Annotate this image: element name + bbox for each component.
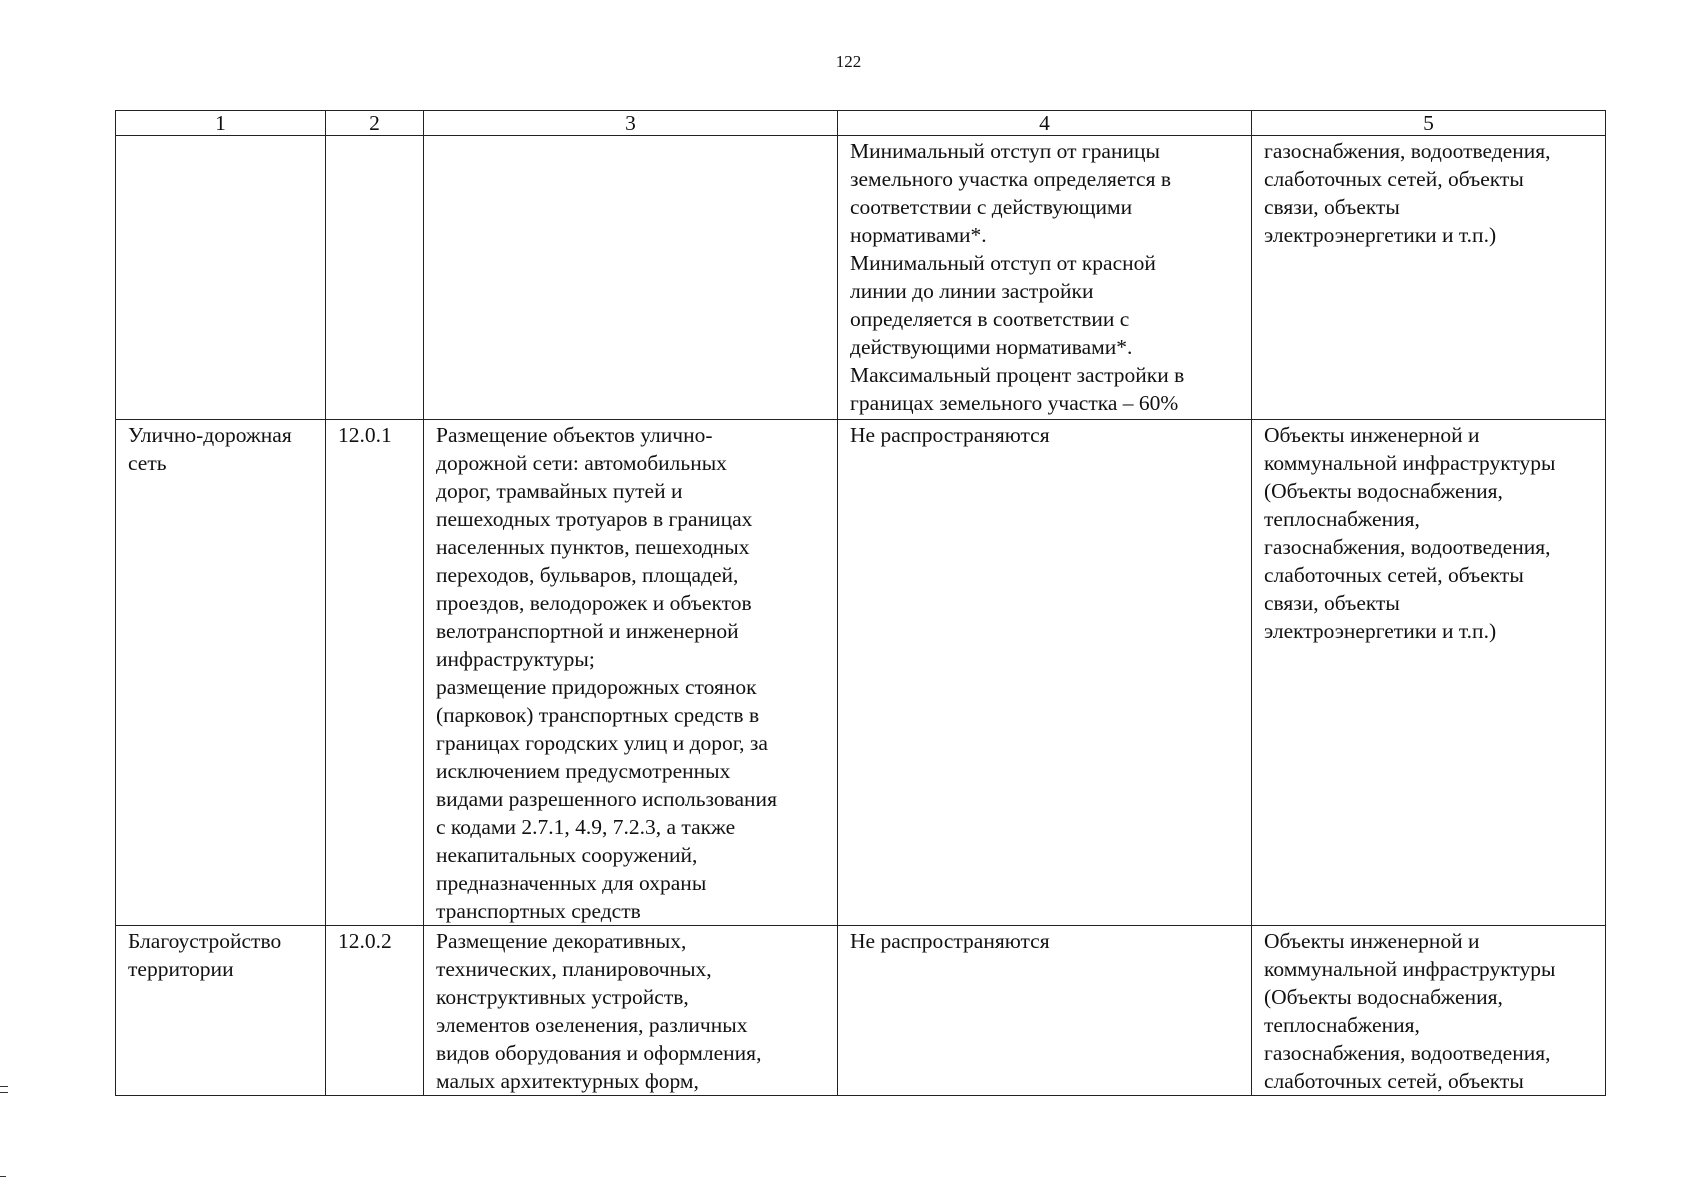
code-text: 12.0.2 xyxy=(338,929,392,953)
column-header-5: 5 xyxy=(1252,111,1606,136)
table-row xyxy=(116,420,1606,926)
margin-mark xyxy=(0,1092,8,1093)
margin-mark xyxy=(0,1086,8,1087)
name-cell xyxy=(116,926,326,1096)
header-row xyxy=(116,111,1606,136)
parameters-text: Минимальный отступ от границы земельного участка определяется в соответствии с действующими нормативами*. Минимальный отступ от красной линии до линии застройки определяется в соответствии с действующими нормативами*. Максимальный процент застройки в границах земельного участка – 60% xyxy=(850,139,1185,415)
description-cell xyxy=(424,926,838,1096)
auxiliary-cell xyxy=(1252,420,1606,926)
description-text: Размещение объектов улично- дорожной сети: автомобильных дорог, трамвайных путей и пешеходных тротуаров в границах населенных пунктов, пешеходных переходов, бульваров, площадей, проездов, велодорожек и объектов велотранспортной и инженерной инфраструктуры; размещение придорожных стоянок (парковок) транспортных средств в границах городских улиц и дорог, за исключением предусмотренных видами разрешенного использования с кодами 2.7.1, 4.9, 7.2.3, а также некапитальных сооружений, предназначенных для охраны транспортных средств xyxy=(436,423,777,923)
code-cell xyxy=(326,420,424,926)
column-header-3: 3 xyxy=(424,111,838,136)
name-cell xyxy=(116,136,326,420)
table-row xyxy=(116,926,1606,1096)
code-cell xyxy=(326,926,424,1096)
code-text: 12.0.1 xyxy=(338,423,392,447)
auxiliary-text: газоснабжения, водоотведения, слаботочных сетей, объекты связи, объекты электроэнергетики и т.п.) xyxy=(1264,139,1551,247)
table-row xyxy=(116,136,1606,420)
name-text: Улично-дорожная сеть xyxy=(128,423,292,475)
auxiliary-cell xyxy=(1252,926,1606,1096)
parameters-cell xyxy=(838,420,1252,926)
page-number: 122 xyxy=(835,52,862,71)
margin-mark xyxy=(0,1176,6,1177)
column-header-1: 1 xyxy=(116,111,326,136)
column-header-2: 2 xyxy=(326,111,424,136)
description-cell xyxy=(424,136,838,420)
land-use-table xyxy=(115,110,1606,1096)
description-text: Размещение декоративных, технических, планировочных, конструктивных устройств, элементов озеленения, различных видов оборудования и оформления, малых архитектурных форм, xyxy=(436,929,762,1093)
auxiliary-text: Объекты инженерной и коммунальной инфраструктуры (Объекты водоснабжения, теплоснабжения, газоснабжения, водоотведения, слаботочных сетей, объекты xyxy=(1264,929,1556,1093)
name-text: Благоустройство территории xyxy=(128,929,282,981)
parameters-text: Не распространяются xyxy=(850,929,1050,953)
name-cell xyxy=(116,420,326,926)
description-cell xyxy=(424,420,838,926)
column-header-4: 4 xyxy=(838,111,1252,136)
parameters-text: Не распространяются xyxy=(850,423,1050,447)
parameters-cell xyxy=(838,136,1252,420)
auxiliary-cell xyxy=(1252,136,1606,420)
code-cell xyxy=(326,136,424,420)
auxiliary-text: Объекты инженерной и коммунальной инфраструктуры (Объекты водоснабжения, теплоснабжения, газоснабжения, водоотведения, слаботочных сетей, объекты связи, объекты электроэнергетики и т.п.) xyxy=(1264,423,1556,643)
parameters-cell xyxy=(838,926,1252,1096)
